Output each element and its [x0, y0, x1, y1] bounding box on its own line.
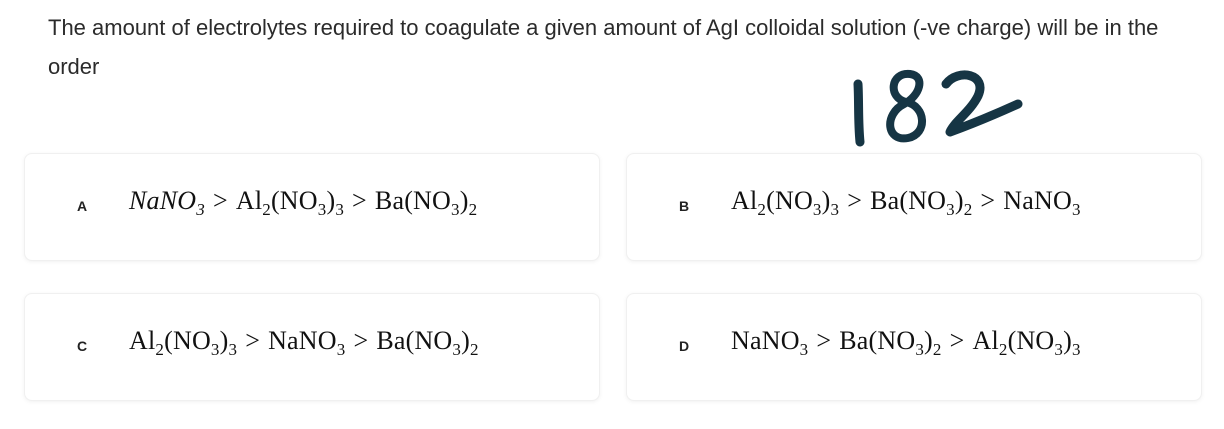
option-b[interactable] — [626, 153, 1202, 261]
option-a[interactable] — [24, 153, 600, 261]
option-letter: B — [678, 198, 690, 214]
handwritten-digit-2 — [946, 75, 1018, 132]
option-letter: A — [76, 198, 88, 214]
option-formula: $Al_2(NO_3)_3 > Ba(NO_3)_2$ > NaNO$_3$ — [731, 186, 1081, 219]
option-formula: NaNO$_3$ > $Ba(NO_3)_2 > Al_2(NO_3)_3$ — [731, 326, 1081, 359]
handwritten-annotation — [846, 62, 1026, 152]
question-text: The amount of electrolytes required to coagulate a given amount of AgI colloidal solution (-ve charge) will be in the order — [48, 15, 1159, 79]
handwritten-digit-8 — [890, 74, 922, 138]
option-formula: NaNO$_3$ > $Al_2(NO_3)_3 > Ba(NO_3)_2$ — [129, 186, 478, 219]
handwritten-digit-1 — [858, 84, 860, 142]
option-c[interactable] — [24, 293, 600, 401]
option-letter: D — [678, 338, 690, 354]
option-letter: C — [76, 338, 88, 354]
option-formula: $Al_2(NO_3)_3$ > NaNO$_3$ > $Ba(NO_3)_2$ — [129, 326, 479, 359]
option-d[interactable] — [626, 293, 1202, 401]
